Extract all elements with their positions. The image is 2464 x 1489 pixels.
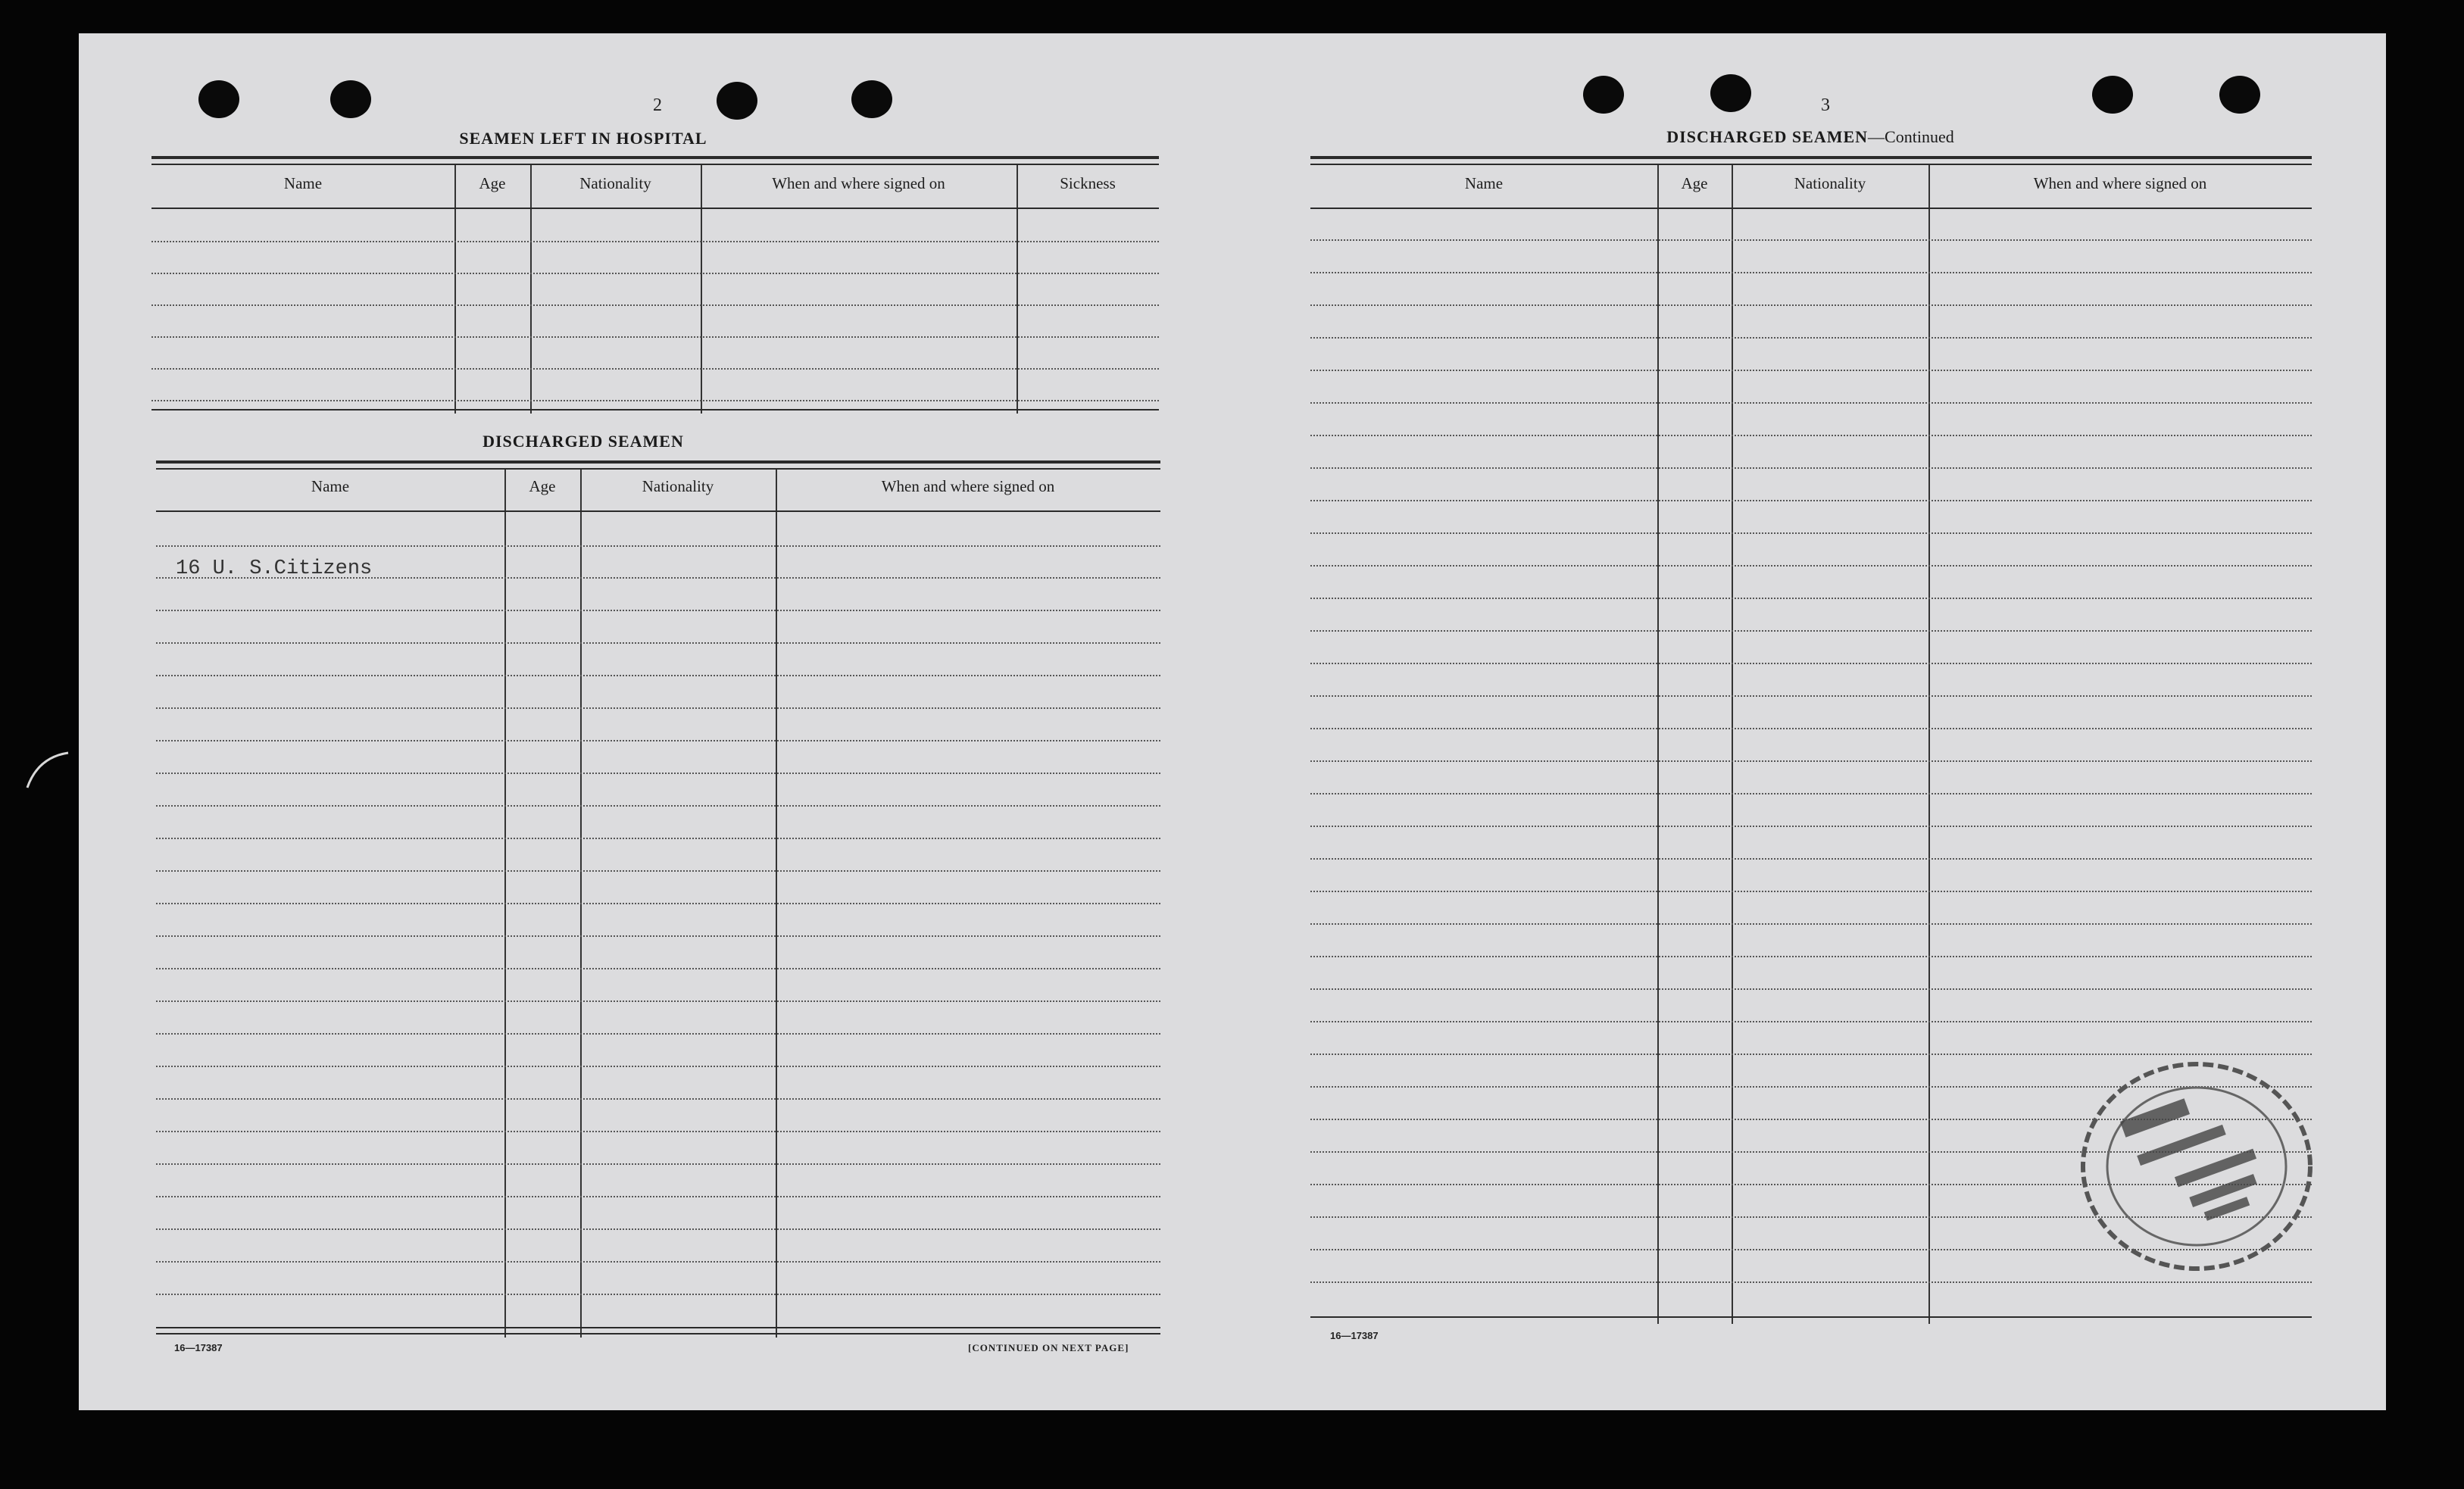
hospital-col-sickness: Sickness [1060, 174, 1116, 192]
received-stamp [2075, 1057, 2318, 1276]
right-page-title [1310, 127, 2310, 147]
continued-col-name: Name [1464, 174, 1504, 192]
continued-col-age: Age [1681, 174, 1708, 192]
page-number-right: 3 [1821, 95, 1830, 115]
punch-hole [330, 80, 371, 118]
hospital-table [151, 156, 1159, 414]
page-number-left: 2 [653, 95, 662, 115]
continued-col-signed-on: When and where signed on [2033, 174, 2207, 192]
continued-note: [CONTINUED ON NEXT PAGE] [968, 1342, 1129, 1353]
right-title-suffix: —Continued [1868, 127, 1954, 146]
discharged-col-name: Name [311, 477, 350, 495]
punch-hole [2092, 76, 2133, 114]
form-number-right: 16—17387 [1330, 1330, 1379, 1341]
punch-hole [851, 80, 892, 118]
hospital-section-title: SEAMEN LEFT IN HOSPITAL [459, 129, 707, 148]
continued-col-nationality: Nationality [1794, 174, 1866, 192]
paper-fiber-mark [23, 750, 83, 795]
hospital-col-nationality: Nationality [579, 174, 651, 192]
hospital-col-age: Age [479, 174, 506, 192]
discharged-entry-citizens: 16 U. S.Citizens [176, 557, 373, 580]
hospital-col-signed-on: When and where signed on [772, 174, 945, 192]
form-number-left: 16—17387 [174, 1342, 223, 1353]
punch-hole [717, 82, 757, 120]
punch-hole [1583, 76, 1624, 114]
discharged-table [156, 460, 1160, 1338]
discharged-section-title: DISCHARGED SEAMEN [482, 432, 684, 451]
discharged-col-age: Age [529, 477, 556, 495]
punch-hole [198, 80, 239, 118]
punch-hole [1710, 74, 1751, 112]
right-title-main: DISCHARGED SEAMEN [1666, 127, 1869, 146]
discharged-col-signed-on: When and where signed on [881, 477, 1055, 495]
discharged-col-nationality: Nationality [642, 477, 714, 495]
hospital-col-name: Name [283, 174, 323, 192]
punch-hole [2219, 76, 2260, 114]
